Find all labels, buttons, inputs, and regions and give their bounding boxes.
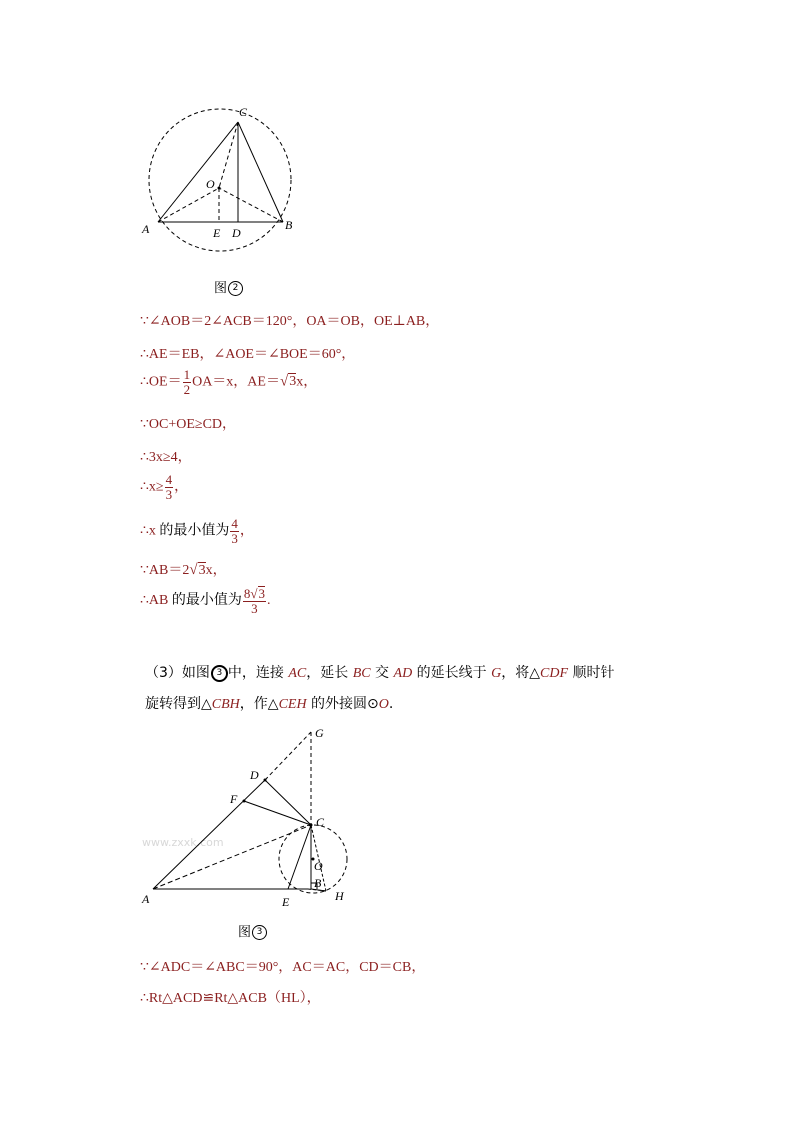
caption-number: 3 bbox=[252, 925, 267, 940]
label-e: E bbox=[282, 895, 290, 909]
label-d: D bbox=[250, 768, 259, 782]
line-text: OA＝x，AE＝ bbox=[192, 374, 280, 390]
math-var: BC bbox=[352, 666, 371, 681]
line-text: ∵∠ADC＝∠ABC＝90°，AC＝AC，CD＝CB， bbox=[140, 960, 426, 975]
label-a: A bbox=[142, 892, 150, 906]
segment-ac bbox=[153, 825, 311, 889]
figure-3-caption bbox=[238, 921, 267, 940]
math-var: CDF bbox=[540, 666, 568, 681]
because-symbol: ∵ bbox=[140, 314, 149, 329]
para-text: 旋转得到△ bbox=[145, 696, 212, 712]
math-var: AD bbox=[393, 666, 413, 681]
figure-ref-number: 3 bbox=[211, 665, 228, 682]
math-var: AC bbox=[288, 666, 307, 681]
para-text: ，延长 bbox=[306, 665, 353, 681]
numerator: 4 bbox=[231, 516, 238, 531]
denominator: 3 bbox=[231, 530, 238, 546]
segment-ec bbox=[288, 825, 311, 889]
caption-number: 2 bbox=[228, 281, 243, 296]
math-var: O bbox=[378, 697, 389, 712]
therefore-symbol: ∴ bbox=[140, 347, 149, 362]
chinese-text: 的最小值为 bbox=[159, 522, 230, 539]
math-var: G bbox=[491, 666, 502, 681]
line-text: ∴Rt△ACD≌Rt△ACB（HL）， bbox=[140, 991, 321, 1006]
label-f: F bbox=[230, 792, 238, 806]
segment-bo bbox=[219, 188, 283, 222]
line-text: ∴x≥ bbox=[140, 479, 164, 495]
point-c bbox=[310, 824, 313, 827]
label-o: O bbox=[314, 859, 323, 873]
fraction bbox=[165, 473, 174, 501]
numerator-coef: 8 bbox=[243, 586, 251, 601]
segment-dg bbox=[265, 732, 311, 780]
sqrt-radicand: 3 bbox=[289, 374, 297, 390]
numerator: 1 bbox=[183, 367, 191, 382]
line-text: ∴3x≥4， bbox=[140, 450, 192, 465]
para-text: 的延长线于 bbox=[412, 665, 492, 681]
label-c: C bbox=[239, 105, 248, 119]
para-text: 的外接圆⊙ bbox=[306, 696, 379, 712]
numerator bbox=[243, 586, 266, 602]
solution-line-7 bbox=[140, 517, 254, 545]
caption-text: 图 bbox=[238, 925, 252, 940]
label-d: D bbox=[232, 226, 241, 240]
segment-ad bbox=[153, 780, 265, 889]
label-e: E bbox=[213, 226, 221, 240]
solution3-line-2 bbox=[140, 987, 321, 1007]
figure-3-diagram bbox=[140, 725, 360, 910]
solution-line-3 bbox=[140, 368, 317, 396]
fraction bbox=[230, 517, 239, 545]
chinese-text: 的最小值为 bbox=[171, 591, 242, 608]
point-d bbox=[264, 779, 267, 782]
solution-line-5 bbox=[140, 446, 192, 466]
para-text: （3）如图 bbox=[145, 665, 210, 681]
sqrt-radicand: 3 bbox=[258, 586, 265, 601]
figure-3 bbox=[140, 725, 360, 910]
para-text: 中，连接 bbox=[227, 665, 289, 681]
para-text: ，将△ bbox=[501, 665, 540, 681]
line-text: ∴AB bbox=[140, 592, 172, 608]
math-var: CBH bbox=[211, 697, 240, 712]
segment-dc bbox=[265, 780, 311, 825]
label-g: G bbox=[315, 726, 324, 740]
line-text: . bbox=[267, 592, 271, 608]
line-text: ∵OC+OE≥CD， bbox=[140, 417, 237, 432]
point-f bbox=[243, 800, 246, 803]
caption-text: 图 bbox=[214, 281, 228, 296]
segment-co bbox=[219, 122, 238, 188]
line-text: ， bbox=[239, 523, 254, 539]
figure-2 bbox=[140, 100, 310, 265]
sqrt-sign: √ bbox=[279, 373, 289, 390]
para-text: . bbox=[388, 696, 394, 712]
line-text: ， bbox=[174, 479, 189, 495]
para-text: ，作△ bbox=[239, 696, 279, 712]
numerator: 4 bbox=[165, 472, 173, 487]
figure-2-caption bbox=[214, 277, 243, 296]
para-text: 交 bbox=[370, 665, 394, 681]
solution-line-6 bbox=[140, 473, 188, 501]
solution-line-8 bbox=[140, 559, 227, 579]
point-o bbox=[218, 187, 221, 190]
part-3-paragraph bbox=[145, 658, 685, 720]
label-b: B bbox=[285, 218, 293, 232]
sqrt-sign: √ bbox=[189, 562, 198, 578]
solution-line-2 bbox=[140, 343, 355, 363]
watermark: www.zxxk.com bbox=[142, 836, 224, 849]
figure-2-diagram bbox=[140, 100, 310, 265]
fraction bbox=[183, 368, 192, 396]
line-text: x， bbox=[296, 374, 318, 390]
denominator: 3 bbox=[165, 486, 173, 502]
line-text: ∠AOB＝2∠ACB＝120°，OA＝OB，OE⊥AB， bbox=[148, 314, 440, 329]
line-text: ∵AB＝2 bbox=[140, 563, 190, 578]
line-text: x， bbox=[205, 563, 227, 578]
denominator: 2 bbox=[183, 381, 191, 397]
sqrt-sign: √ bbox=[250, 586, 258, 601]
math-var: CEH bbox=[278, 697, 307, 712]
segment-fc bbox=[244, 801, 311, 825]
solution-line-4 bbox=[140, 413, 236, 433]
solution3-line-1 bbox=[140, 956, 425, 976]
solution-line-1 bbox=[140, 310, 439, 330]
line-text: ∴OE＝ bbox=[140, 374, 182, 390]
label-o: O bbox=[206, 177, 215, 191]
para-text: 顺时针 bbox=[568, 665, 615, 681]
label-b: B bbox=[314, 876, 322, 890]
denominator: 3 bbox=[251, 600, 258, 616]
label-c: C bbox=[316, 815, 325, 829]
solution-line-9 bbox=[140, 586, 271, 615]
line-text: AE＝EB，∠AOE＝∠BOE＝60°， bbox=[148, 347, 356, 362]
line-text: ∴x bbox=[140, 523, 160, 539]
segment-ac bbox=[158, 122, 238, 222]
sqrt-radicand: 3 bbox=[198, 563, 206, 578]
segment-ao bbox=[158, 188, 219, 222]
label-a: A bbox=[142, 222, 150, 236]
fraction bbox=[243, 586, 266, 615]
label-h: H bbox=[335, 889, 344, 903]
